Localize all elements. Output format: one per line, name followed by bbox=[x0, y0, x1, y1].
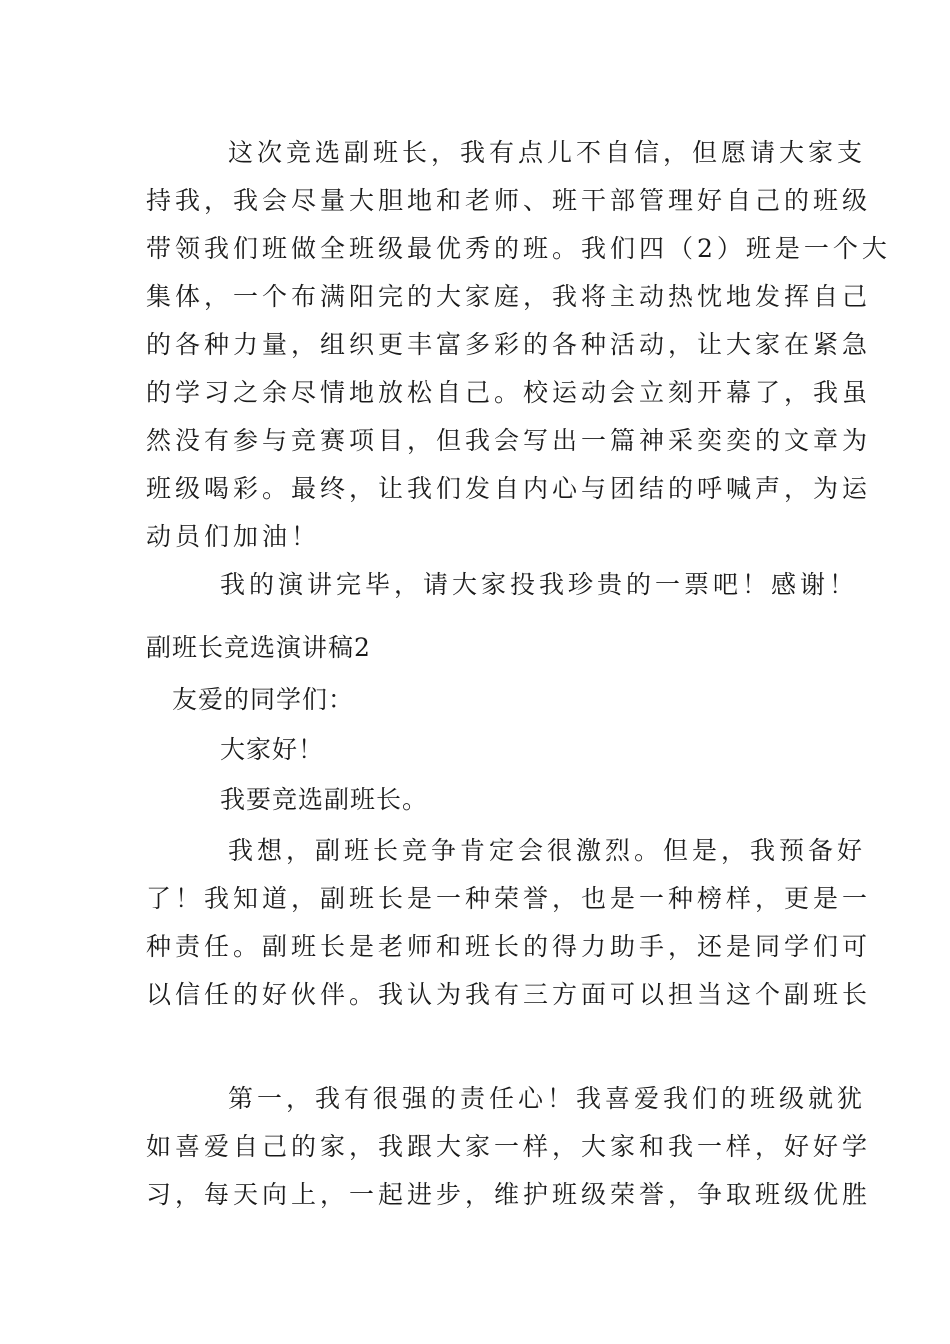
paragraph-line: 第一，我有很强的责任心！我喜爱我们的班级就犹 bbox=[228, 1084, 867, 1113]
closing-line: 我的演讲完毕，请大家投我珍贵的一票吧！感谢！ bbox=[220, 570, 859, 599]
paragraph-line: 习，每天向上，一起进步，维护班级荣誉，争取班级优胜 bbox=[146, 1180, 872, 1209]
paragraph-line: 这次竞选副班长，我有点儿不自信，但愿请大家支 bbox=[228, 138, 867, 167]
paragraph-line: 班级喝彩。最终，让我们发自内心与团结的呼喊声，为运 bbox=[146, 474, 872, 503]
paragraph-line: 如喜爱自己的家，我跟大家一样，大家和我一样，好好学 bbox=[146, 1132, 872, 1161]
paragraph-line: 动员们加油！ bbox=[146, 522, 321, 551]
paragraph-line: 的学习之余尽情地放松自己。校运动会立刻开幕了，我虽 bbox=[146, 378, 872, 407]
paragraph-line: 然没有参与竞赛项目，但我会写出一篇神采奕奕的文章为 bbox=[146, 426, 872, 455]
statement: 我要竞选副班长。 bbox=[220, 785, 429, 814]
greeting: 大家好！ bbox=[220, 735, 325, 764]
paragraph-line: 的各种力量，组织更丰富多彩的各种活动，让大家在紧急 bbox=[146, 330, 872, 359]
paragraph-line: 持我，我会尽量大胆地和老师、班干部管理好自己的班级 bbox=[146, 186, 872, 215]
paragraph-line: 以信任的好伙伴。我认为我有三方面可以担当这个副班长 bbox=[146, 980, 872, 1009]
paragraph-line: 集体，一个布满阳完的大家庭，我将主动热忱地发挥自己 bbox=[146, 282, 872, 311]
paragraph-line: 我想，副班长竞争肯定会很激烈。但是，我预备好 bbox=[228, 836, 867, 865]
section-heading: 副班长竞选演讲稿2 bbox=[146, 633, 371, 662]
paragraph-line: 种责任。副班长是老师和班长的得力助手，还是同学们可 bbox=[146, 932, 872, 961]
paragraph-line: 了！我知道，副班长是一种荣誉，也是一种榜样，更是一 bbox=[146, 884, 872, 913]
salutation: 友爱的同学们： bbox=[172, 685, 355, 714]
paragraph-line: 带领我们班做全班级最优秀的班。我们四（2）班是一个大 bbox=[146, 234, 891, 263]
